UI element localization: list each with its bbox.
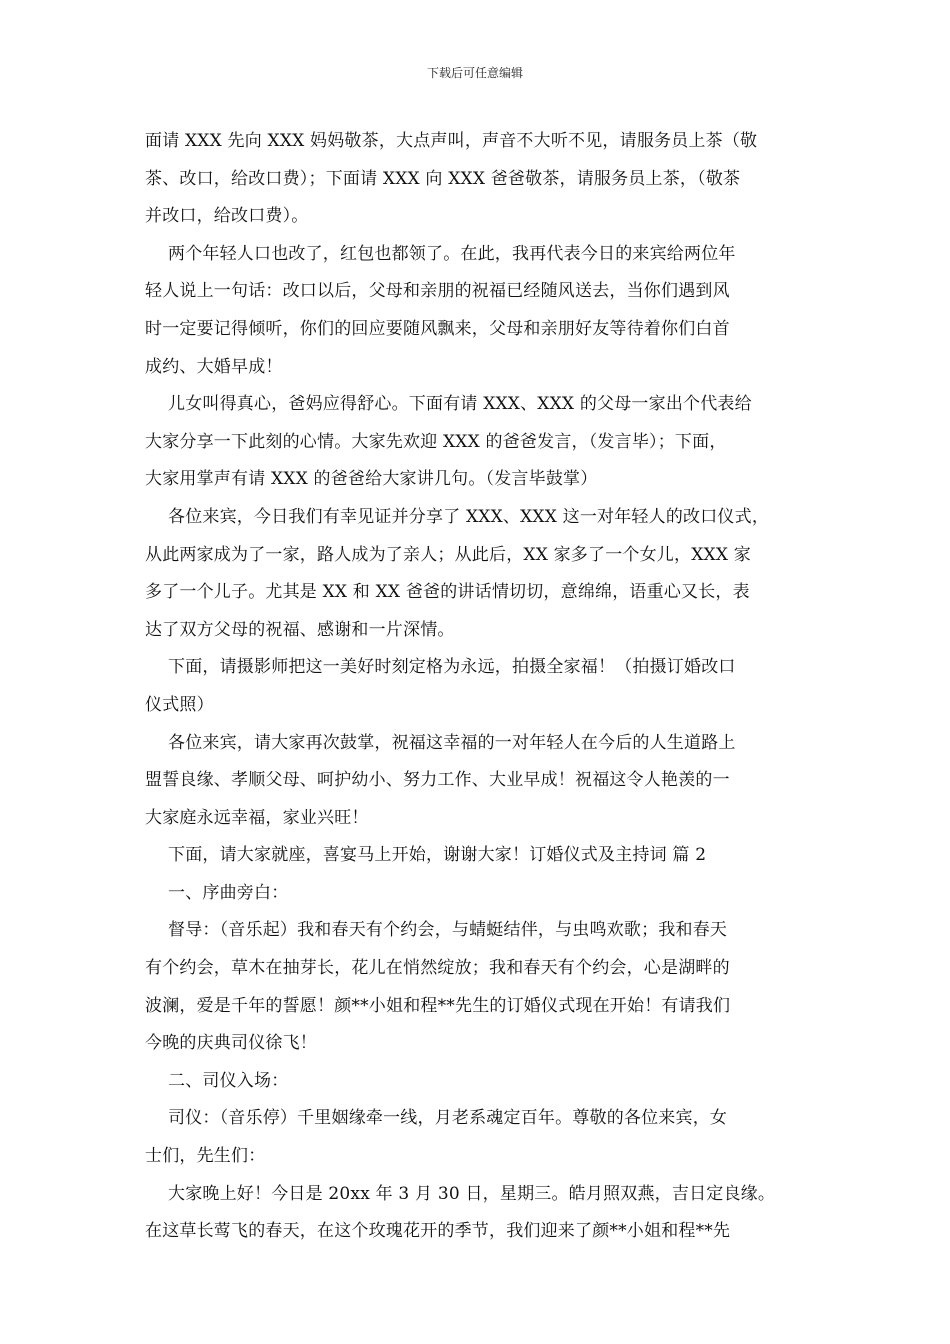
text-line: 成约、大婚早成！ <box>145 356 283 377</box>
text-line: 士们，先生们： <box>145 1146 266 1167</box>
text-line: 大家用掌声有请 XXX 的爸爸给大家讲几句。（发言毕鼓掌） <box>145 469 598 490</box>
text-line: 在这草长莺飞的春天，在这个玫瑰花开的季节，我们迎来了颜**小姐和程**先 <box>145 1221 731 1242</box>
text-line: 两个年轻人口也改了，红包也都领了。在此，我再代表今日的来宾给两位年 <box>168 243 736 264</box>
text-line: 一、序曲旁白： <box>168 882 289 903</box>
text-line: 并改口，给改口费）。 <box>145 206 309 227</box>
text-line: 从此两家成为了一家，路人成为了亲人；从此后，XX 家多了一个女儿，XXX 家 <box>145 544 751 565</box>
text-line: 下面，请摄影师把这一美好时刻定格为永远，拍摄全家福！（拍摄订婚改口 <box>168 657 736 678</box>
text-line: 大家庭永远幸福，家业兴旺！ <box>145 807 369 828</box>
text-line: 面请 XXX 先向 XXX 妈妈敬茶，大点声叫，声音不大听不见，请服务员上茶（敬 <box>145 131 758 151</box>
text-line: 有个约会，草木在抽芽长，花儿在悄然绽放；我和春天有个约会，心是湖畔的 <box>145 958 730 979</box>
text-line: 督导：（音乐起）我和春天有个约会，与蜻蜓结伴，与虫鸣欢歌；我和春天 <box>168 920 728 941</box>
text-line: 时一定要记得倾听，你们的回应要随风飘来，父母和亲朋好友等待着你们白首 <box>145 318 730 339</box>
text-line: 大家分享一下此刻的心情。大家先欢迎 XXX 的爸爸发言，（发言毕）；下面， <box>145 431 727 452</box>
text-line: 轻人说上一句话：改口以后，父母和亲朋的祝福已经随风送去，当你们遇到风 <box>145 281 730 302</box>
text-line: 茶、改口，给改口费）；下面请 XXX 向 XXX 爸爸敬茶，请服务员上茶，（敬茶 <box>145 168 741 189</box>
text-line: 司仪：（音乐停）千里姻缘牵一线，月老系魂定百年。尊敬的各位来宾，女 <box>168 1108 728 1129</box>
text-line: 盟誓良缘、孝顺父母、呵护幼小、努力工作、大业早成！祝福这令人艳羡的一 <box>145 770 730 791</box>
text-line: 波澜，爱是千年的誓愿！颜**小姐和程**先生的订婚仪式现在开始！有请我们 <box>145 995 731 1016</box>
text-line: 下面，请大家就座，喜宴马上开始，谢谢大家！订婚仪式及主持词 篇 2 <box>168 845 707 866</box>
page-header: 下载后可任意编辑 <box>426 66 523 80</box>
text-line: 儿女叫得真心，爸妈应得舒心。下面有请 XXX、XXX 的父母一家出个代表给 <box>168 394 752 415</box>
text-line: 大家晚上好！今日是 20xx 年 3 月 30 日，星期三。皓月照双燕，吉日定良缘。 <box>168 1183 776 1204</box>
text-line: 二、司仪入场： <box>168 1070 289 1091</box>
text-line: 各位来宾，今日我们有幸见证并分享了 XXX、XXX 这一对年轻人的改口仪式， <box>168 506 770 527</box>
text-line: 今晚的庆典司仪徐飞！ <box>145 1033 317 1054</box>
text-line: 仪式照） <box>145 694 214 715</box>
text-line: 各位来宾，请大家再次鼓掌，祝福这幸福的一对年轻人在今后的人生道路上 <box>168 732 736 753</box>
document-body <box>145 123 813 1251</box>
text-line: 达了双方父母的祝福、感谢和一片深情。 <box>145 619 455 640</box>
text-line: 多了一个儿子。尤其是 XX 和 XX 爸爸的讲话情切切，意绵绵，语重心又长，表 <box>145 582 750 603</box>
